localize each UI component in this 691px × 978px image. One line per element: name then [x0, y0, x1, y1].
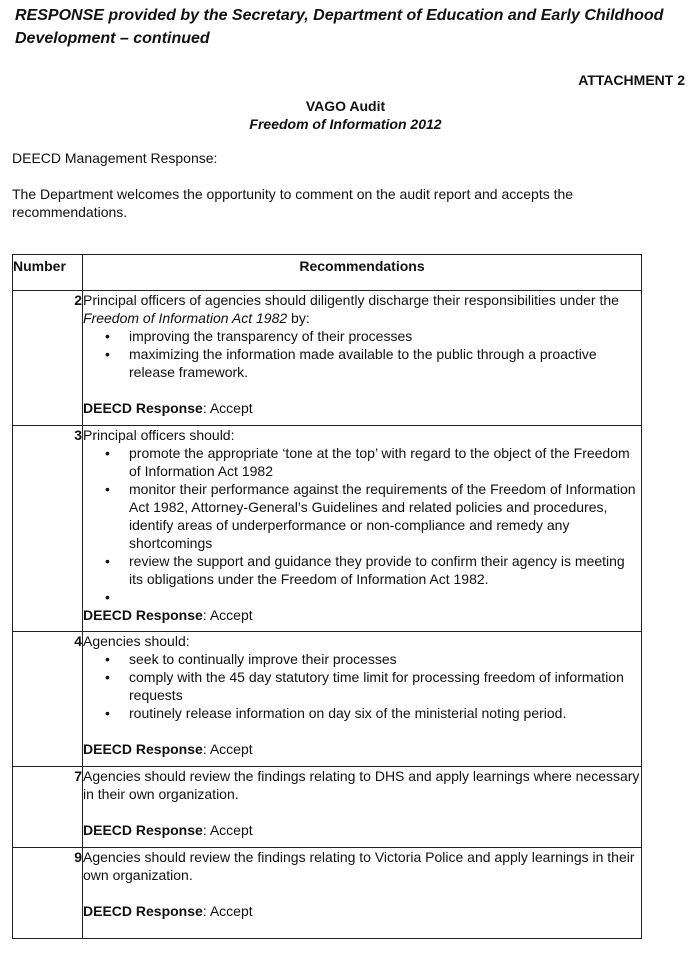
document-title-line-1: VAGO Audit: [305, 98, 386, 114]
recommendation-number: 9: [13, 848, 83, 939]
recommendation-intro: Agencies should review the findings relating to DHS and apply learnings where necessary in their own organization.: [83, 768, 640, 802]
recommendation-bullets: [83, 650, 641, 722]
column-header-number: Number: [13, 255, 83, 291]
document-title-line-2: Freedom of Information 2012: [249, 116, 442, 132]
recommendation-bullets: [83, 327, 641, 381]
table-row: [13, 848, 642, 939]
list-item: • promote the appropriate ‘tone at the top’ with regard to the object of the Freedom of Information Act 1982: [129, 444, 641, 480]
deecd-response: [83, 821, 641, 839]
recommendation-number: 4: [13, 632, 83, 767]
response-value: : Accept: [202, 903, 253, 919]
response-label: DEECD Response: [83, 607, 203, 623]
response-value: : Accept: [202, 822, 253, 838]
list-item: • monitor their performance against the requirements of the Freedom of Information Act 1982, Attorney-General’s Guidelines and related policies and procedures, identify areas of underperformance or non-compliance and remedy any shortcomings: [129, 480, 641, 552]
document-title: [0, 97, 691, 133]
response-value: : Accept: [202, 741, 253, 757]
table-row: [13, 426, 642, 632]
recommendation-bullets: [83, 444, 641, 598]
list-item: • review the support and guidance they provide to confirm their agency is meeting its obligations under the Freedom of Information Act 1982.: [129, 552, 641, 588]
empty-bullet: [129, 588, 641, 598]
attachment-label: ATTACHMENT 2: [578, 72, 685, 88]
recommendation-cell: [83, 848, 642, 939]
deecd-response: [83, 740, 641, 758]
recommendation-intro: Agencies should review the findings relating to Victoria Police and apply learnings in their own organization.: [83, 849, 635, 883]
recommendation-number: 7: [13, 767, 83, 848]
recommendation-number: 2: [13, 291, 83, 426]
column-header-recommendations: Recommendations: [83, 255, 642, 291]
page-header: RESPONSE provided by the Secretary, Department of Education and Early Childhood Development – continued: [15, 7, 664, 47]
response-label: DEECD Response: [83, 741, 203, 757]
recommendation-cell: [83, 426, 642, 632]
recommendations-table: [12, 254, 642, 939]
act-title: Freedom of Information Act 1982: [83, 310, 288, 326]
list-item: • seek to continually improve their processes: [129, 650, 641, 668]
list-item: • comply with the 45 day statutory time limit for processing freedom of information requests: [129, 668, 641, 704]
list-item: • routinely release information on day six of the ministerial noting period.: [129, 704, 641, 722]
recommendation-number: 3: [13, 426, 83, 632]
deecd-response: [83, 399, 641, 417]
recommendation-intro-text: Principal officers of agencies should diligently discharge their responsibilities under the: [83, 292, 619, 308]
list-item: • improving the transparency of their processes: [129, 327, 641, 345]
deecd-response: [83, 606, 641, 624]
response-label: DEECD Response: [83, 822, 203, 838]
intro-paragraph: The Department welcomes the opportunity to comment on the audit report and accepts the recommendations.: [12, 186, 574, 220]
response-value: : Accept: [202, 400, 253, 416]
deecd-response: [83, 902, 641, 920]
list-item: • maximizing the information made available to the public through a proactive release framework.: [129, 345, 641, 381]
recommendation-cell: [83, 291, 642, 426]
recommendation-cell: [83, 767, 642, 848]
response-label: DEECD Response: [83, 903, 203, 919]
table-row: [13, 632, 642, 767]
response-value: : Accept: [202, 607, 253, 623]
response-label: DEECD Response: [83, 400, 203, 416]
management-response-heading: DEECD Management Response:: [12, 150, 218, 166]
table-header-row: [13, 255, 642, 291]
table-row: [13, 291, 642, 426]
recommendation-intro: [83, 291, 641, 327]
recommendation-intro-suffix: by:: [287, 310, 310, 326]
recommendation-intro: Principal officers should:: [83, 427, 235, 443]
recommendation-intro: Agencies should:: [83, 633, 190, 649]
recommendation-cell: [83, 632, 642, 767]
table-row: [13, 767, 642, 848]
